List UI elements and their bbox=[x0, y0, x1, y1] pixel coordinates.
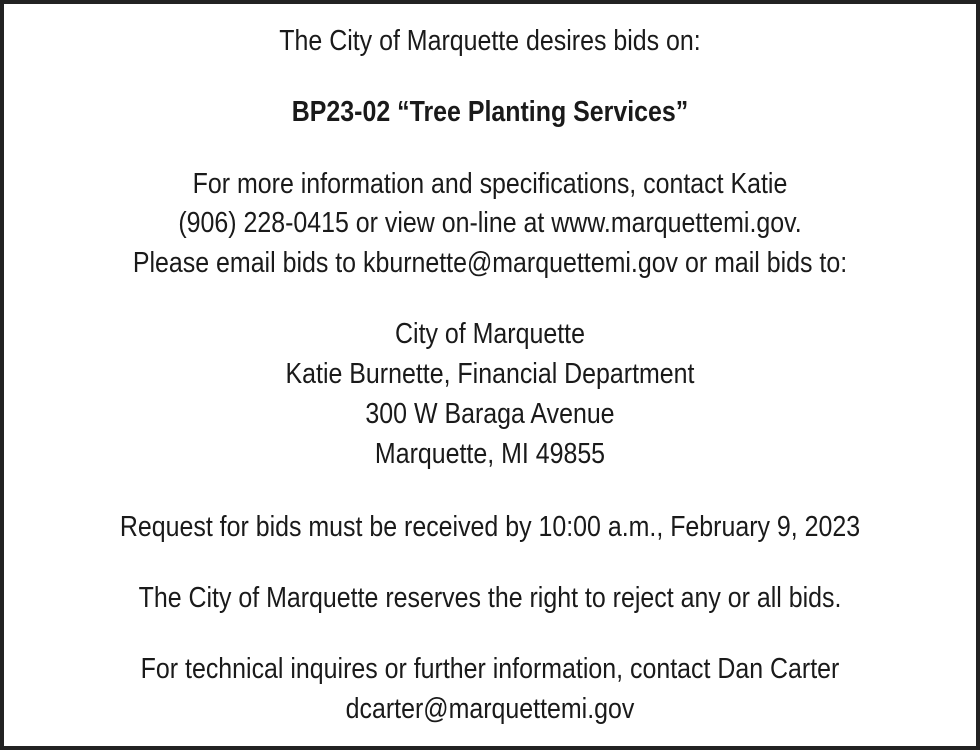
bid-title: BP23-02 “Tree Planting Services” bbox=[291, 96, 689, 128]
info-line-email: Please email bids to kburnette@marquettemi.gov or mail bids to: bbox=[132, 247, 848, 279]
address-line: City of Marquette bbox=[395, 318, 585, 350]
address-line: 300 W Baraga Avenue bbox=[365, 398, 615, 430]
intro-text: The City of Marquette desires bids on: bbox=[279, 25, 701, 57]
info-line-website: (906) 228-0415 or view on-line at www.marquettemi.gov. bbox=[178, 207, 802, 239]
address-line: Marquette, MI 49855 bbox=[374, 438, 606, 470]
address-line: Katie Burnette, Financial Department bbox=[285, 358, 695, 390]
technical-contact-email: dcarter@marquettemi.gov bbox=[345, 693, 635, 725]
technical-contact-line: For technical inquires or further information, contact Dan Carter bbox=[140, 653, 840, 685]
reserve-rights-text: The City of Marquette reserves the right to reject any or all bids. bbox=[138, 582, 842, 614]
info-line: For more information and specifications, contact Katie bbox=[192, 168, 788, 200]
deadline-text: Request for bids must be received by 10:00 a.m., February 9, 2023 bbox=[119, 511, 861, 543]
